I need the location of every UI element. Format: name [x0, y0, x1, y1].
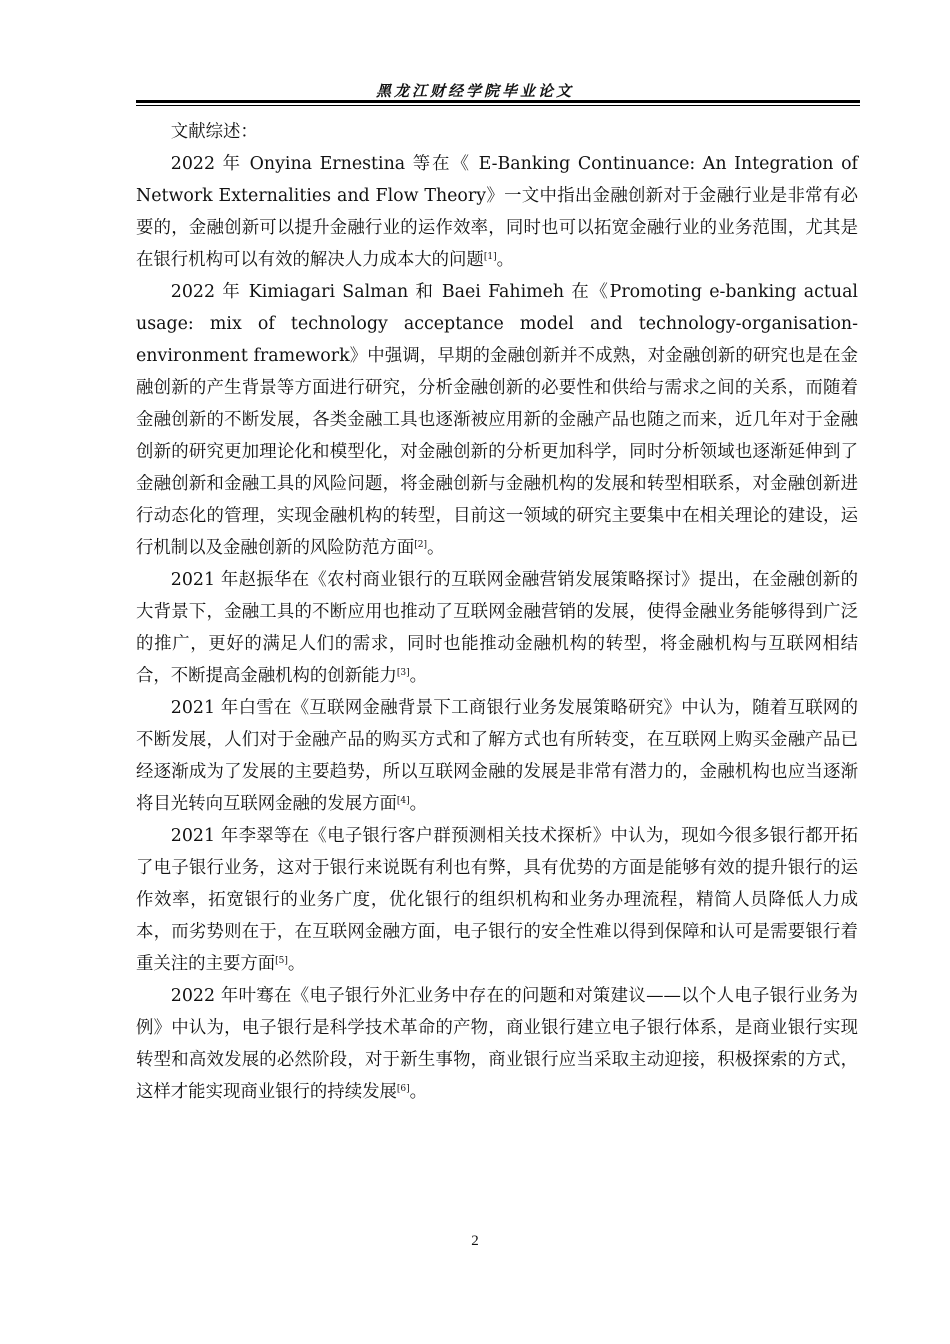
paragraph-end: 。 [287, 954, 306, 974]
paragraph-end: 。 [409, 1082, 428, 1102]
paragraph-text: 2022 年 Onyina Ernestina 等在《 E-Banking Continuance: An Integration of Network Externalities and Flow Theory》一文中指出金融创新对于金融行业是非常有必要的，金融创新可以提升金融行业的运作效率，同时也可以拓宽金融行业的业务范围，尤其是在银行机构可以有效的解决人力成本大的问题 [136, 154, 858, 270]
literature-paragraph-5 [136, 820, 858, 980]
citation-ref: [3] [396, 668, 410, 678]
header-divider-thin [136, 105, 860, 106]
page-header-title: 黑龙江财经学院毕业论文 [375, 82, 574, 100]
paragraph-text: 2021 年白雪在《互联网金融背景下工商银行业务发展策略研究》中认为，随着互联网的不断发展，人们对于金融产品的购买方式和了解方式也有所转变，在互联网上购买金融产品已经逐渐成为了发展的主要趋势，所以互联网金融的发展是非常有潜力的，金融机构也应当逐渐将目光转向互联网金融的发展方面 [136, 698, 858, 814]
paragraph-end: 。 [427, 538, 445, 558]
literature-paragraph-4 [136, 692, 858, 820]
citation-ref: [2] [414, 540, 428, 550]
literature-paragraph-1 [136, 148, 858, 276]
section-heading: 文献综述： [170, 122, 258, 142]
citation-ref: [6] [396, 1084, 410, 1094]
paragraph-end: 。 [409, 666, 428, 686]
paragraph-text: 2022 年 Kimiagari Salman 和 Baei Fahimeh 在《Promoting e-banking actual usage: mix of technology acceptance model and technology-organisation-environment framework》中强调，早期的金融创新并不成熟，对金融创新的研究也是在金融创新的产生背景等方面进行研究，分析金融创新的必要性和供给与需求之间的关系，而随着金融创新的不断发展，各类金融工具也逐渐被应用新的金融产品也随之而来，近几年对于金融创新的研究更加理论化和模型化，对金融创新的分析更加科学，同时分析领域也逐渐延伸到了金融创新和金融工具的风险问题，将金融创新与金融机构的发展和转型相联系，对金融创新进行动态化的管理，实现金融机构的转型，目前这一领域的研究主要集中在相关理论的建设，运行机制以及金融创新的风险防范方面 [136, 282, 858, 558]
literature-paragraph-6 [136, 980, 858, 1108]
document-body [136, 116, 858, 1108]
literature-paragraph-3 [136, 564, 858, 692]
paragraph-end: 。 [496, 250, 514, 270]
paragraph-text: 2021 年李翠等在《电子银行客户群预测相关技术探析》中认为，现如今很多银行都开拓了电子银行业务，这对于银行来说既有利也有弊，具有优势的方面是能够有效的提升银行的运作效率，拓宽银行的业务广度，优化银行的组织机构和业务办理流程，精简人员降低人力成本，而劣势则在于，在互联网金融方面，电子银行的安全性难以得到保障和认可是需要银行着重关注的主要方面 [136, 826, 858, 974]
paragraph-end: 。 [409, 794, 428, 814]
citation-ref: [5] [275, 956, 288, 966]
paragraph-text: 2022 年叶骞在《电子银行外汇业务中存在的问题和对策建议——以个人电子银行业务为例》中认为，电子银行是科学技术革命的产物，商业银行建立电子银行体系，是商业银行实现转型和高效发展的必然阶段，对于新生事物，商业银行应当采取主动迎接，积极探索的方式，这样才能实现商业银行的持续发展 [136, 986, 858, 1102]
header-divider-thick [136, 100, 860, 103]
citation-ref: [4] [396, 796, 410, 806]
citation-ref: [1] [483, 252, 497, 262]
literature-paragraph-2 [136, 276, 858, 564]
page-number: 2 [471, 1233, 479, 1249]
paragraph-text: 2021 年赵振华在《农村商业银行的互联网金融营销发展策略探讨》提出，在金融创新的大背景下，金融工具的不断应用也推动了互联网金融营销的发展，使得金融业务能够得到广泛的推广，更好的满足人们的需求，同时也能推动金融机构的转型，将金融机构与互联网相结合，不断提高金融机构的创新能力 [136, 570, 858, 686]
